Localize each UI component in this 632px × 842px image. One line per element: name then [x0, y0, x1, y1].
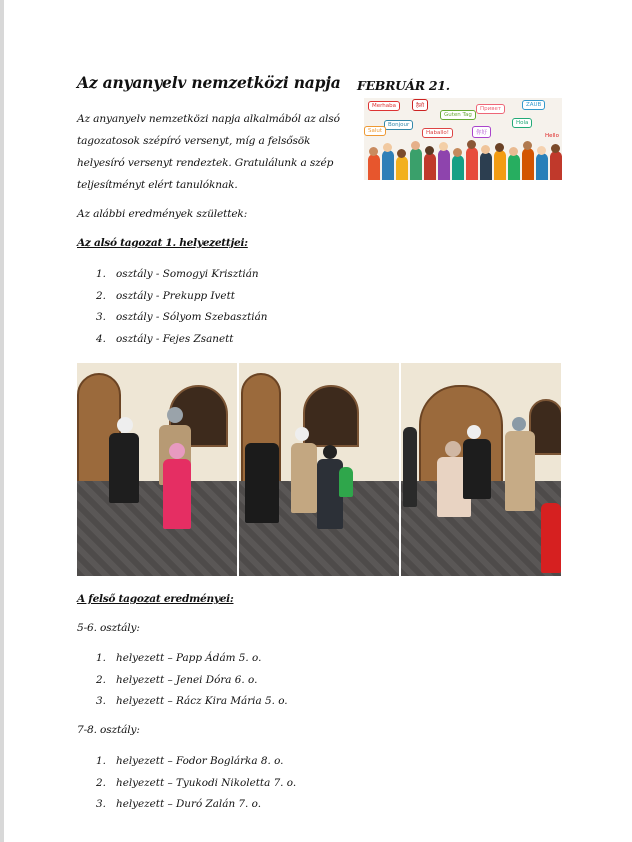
award-photo	[401, 363, 561, 576]
greeting-bubble: 你好	[472, 126, 491, 138]
list-item: 1. osztály - Somogyi Krisztián	[96, 268, 259, 280]
award-photo	[239, 363, 399, 576]
lower-grade-heading: Az alsó tagozat 1. helyezettjei:	[77, 237, 248, 249]
group-label: 7-8. osztály:	[77, 724, 140, 736]
greeting-bubble: Hola	[512, 118, 532, 128]
list-item: 1. helyezett – Fodor Boglárka 8. o.	[96, 755, 284, 767]
greeting-bubble: हैलो	[412, 99, 428, 111]
list-item: 3. helyezett – Duró Zalán 7. o.	[96, 798, 262, 810]
list-item: 1. helyezett – Papp Ádám 5. o.	[96, 652, 262, 664]
list-item: 2. helyezett – Jenei Dóra 6. o.	[96, 673, 258, 686]
page-title: Az anyanyelv nemzetközi napja	[77, 73, 341, 92]
results-intro: Az alábbi eredmények születtek:	[77, 208, 248, 220]
languages-banner-image	[364, 98, 562, 180]
group-label: 5-6. osztály:	[77, 622, 140, 634]
upper-grade-heading: A felső tagozat eredményei:	[77, 593, 234, 605]
list-item: 4. osztály - Fejes Zsanett	[96, 332, 234, 345]
greeting-bubble: Привет	[476, 104, 505, 114]
upper-grade-list-5-6	[96, 648, 288, 713]
greeting-bubble: Guten Tag	[440, 110, 476, 120]
greeting-bubble: Haballo!	[422, 128, 453, 138]
event-date: FEBRUÁR 21.	[357, 78, 450, 93]
intro-paragraph: Az anyanyelv nemzetközi napja alkalmából az alsó tagozatosok szépíró versenyt, míg a felsősök helyesíró versenyt rendeztek. Gratulálunk a szép teljesítményt elért tanulóknak.	[77, 113, 340, 191]
list-item: 3. osztály - Sólyom Szebasztián	[96, 311, 268, 323]
greeting-bubble: Salut	[364, 126, 386, 136]
greeting-bubble: Bonjour	[384, 120, 413, 130]
greeting-bubble: Merhaba	[368, 101, 400, 111]
list-item: 3. helyezett – Rácz Kira Mária 5. o.	[96, 695, 288, 707]
award-photo	[77, 363, 237, 576]
list-item: 2. helyezett – Tyukodi Nikoletta 7. o.	[96, 776, 297, 789]
list-item: 2. osztály - Prekupp Ivett	[96, 289, 235, 302]
upper-grade-list-7-8	[96, 751, 296, 816]
page-edge	[0, 0, 4, 842]
award-photos	[77, 363, 561, 576]
greeting-bubble: Hello	[545, 133, 559, 139]
greeting-bubble: ZAUB	[522, 100, 545, 110]
lower-grade-list	[96, 264, 268, 350]
